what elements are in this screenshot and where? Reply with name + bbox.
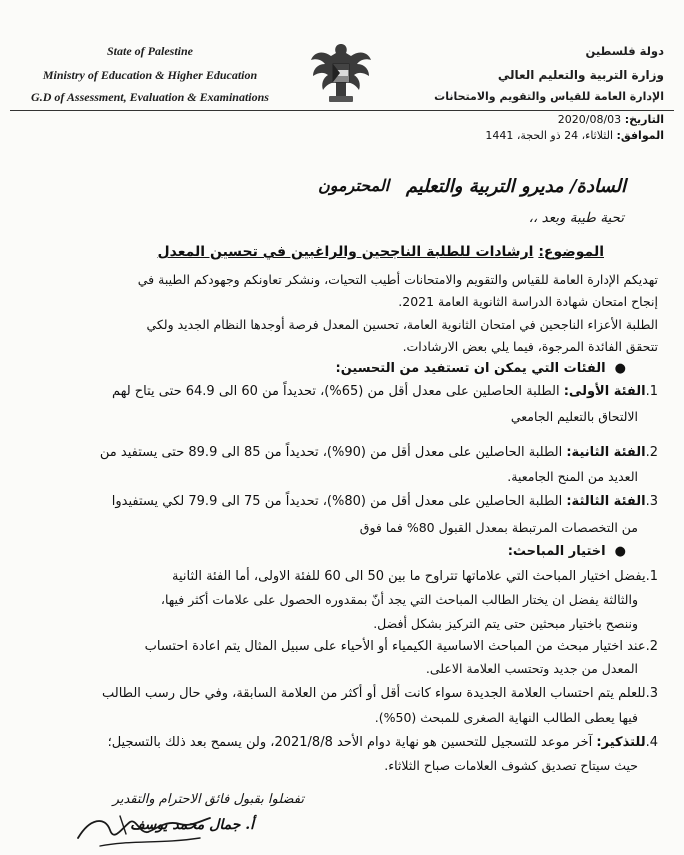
subject-label: الموضوع: [538, 244, 604, 260]
section2-item-4-line-2: حيث سيتاح تصديق كشوف العلامات صباح الثلاثاء. [384, 758, 638, 773]
section2-item-4-line-1: 4.للتذكير: آخر موعد للتسجيل للتحسين هو نهاية دوام الأحد 2021/8/8، ولن يسمح بعد ذلك بالتسجيل؛ [107, 735, 658, 750]
section1-item-2-line-1: 2.الفئة الثانية: الطلبة الحاصلين على معدل أقل من (90%)، تحديداً من 85 الى 89.9 حتى يستفيد من [99, 445, 658, 460]
handwritten-signature-icon [70, 808, 220, 852]
header-ar-line-1: دولة فلسطين [585, 44, 664, 58]
intro-line-3: الطلبة الأعزاء الناجحين في امتحان الثانوية العامة، تحسين المعدل فرصة أوجدها النظام الجديد ولكي [146, 317, 658, 332]
header-ar-line-3: الإدارة العامة للقياس والتقويم والامتحانات [434, 90, 664, 103]
header-divider [10, 110, 674, 111]
intro-line-4: تتحقق الفائدة المرجوة، فيما يلي بعض الارشادات. [402, 339, 658, 354]
subject-line [158, 244, 604, 260]
section1-item-2-line-2: العديد من المنح الجامعية. [507, 469, 638, 484]
section1-title: ● الفئات التي يمكن ان تستفيد من التحسين: [335, 361, 626, 376]
addressee-to: السادة/ مديرو التربية والتعليم [405, 176, 626, 197]
date-value: 2020/08/03 [557, 113, 622, 126]
hijri-date-line [485, 129, 664, 142]
hijri-label: الموافق: [616, 129, 664, 142]
header-en-line-3: G.D of Assessment, Evaluation & Examinations [31, 90, 269, 104]
section2-item-1-line-2: والثالثة يفضل ان يختار الطالب المباحث التي يجد أنّ بمقدوره الحصول على علامات أكثر فيها، [160, 592, 638, 607]
section2-item-2-line-1: 2.عند اختيار مبحث من المباحث الاساسية الكيمياء أو الأحياء على سبيل المثال يتم اعادة احتساب [144, 639, 658, 654]
section2-item-3-line-2: فيها يعطى الطالب النهاية الصغرى للمبحث (50%). [374, 710, 638, 725]
header-en-line-2: Ministry of Education & Higher Education [42, 68, 258, 82]
section1-item-3-line-2: من التخصصات المرتبطة بمعدل القبول 80% فما فوق [359, 520, 638, 535]
section1-item-1-line-2: الالتحاق بالتعليم الجامعي [510, 409, 638, 424]
subject-text: ارشادات للطلبة الناجحين والراغبين في تحسين المعدل [157, 244, 534, 260]
closing: تفضلوا بقبول فائق الاحترام والتقدير [112, 792, 304, 807]
section2-item-1-line-1: 1.يفضل اختيار المباحث التي علاماتها تتراوح ما بين 50 الى 60 للفئة الاولى، أما الفئة الثانية [171, 569, 658, 584]
section1-item-1-line-1: 1.الفئة الأولى: الطلبة الحاصلين على معدل أقل من (65%)، تحديداً من 60 الى 64.9 حتى يتاح لهم [112, 384, 658, 399]
section2-title: ● اختيار المباحث: [507, 544, 626, 559]
section2-item-1-line-3: وننصح باختيار مبحثين حتى يتم التركيز بشكل أفضل. [373, 616, 638, 631]
header-en-line-1: State of Palestine [107, 44, 193, 58]
addressee-respected: المحترمون [318, 176, 390, 195]
greeting: تحية طيبة وبعد ،، [528, 210, 624, 226]
bullet-icon: ● [605, 544, 626, 559]
palestine-emblem-icon [309, 40, 373, 106]
header-ar-line-2: وزارة التربية والتعليم العالي [497, 68, 664, 82]
intro-line-2: إنجاح امتحان شهادة الدراسة الثانوية العامة 2021. [398, 294, 658, 309]
bullet-icon: ● [605, 361, 626, 376]
intro-line-1: تهديكم الإدارة العامة للقياس والتقويم والامتحانات أطيب التحيات، ونشكر تعاونكم وجهودكم الطيبة في [137, 272, 658, 287]
date-line [558, 113, 664, 126]
signature-name: أ. جمال محمد يوسف [130, 817, 254, 833]
section1-item-3-line-1: 3.الفئة الثالثة: الطلبة الحاصلين على معدل أقل من (80%)، تحديداً من 75 الى 79.9 لكي يستفيدوا [111, 494, 658, 509]
section2-item-2-line-2: المعدل من جديد وتحتسب العلامة الاعلى. [425, 661, 638, 676]
section2-item-3-line-1: 3.للعلم يتم احتساب العلامة الجديدة سواء كانت أقل أو أكثر من العلامة السابقة، وفي حال رسب الطالب [101, 686, 658, 701]
date-label: التاريخ: [624, 113, 664, 126]
hijri-value: الثلاثاء، 24 ذو الحجة، 1441 [485, 129, 614, 142]
